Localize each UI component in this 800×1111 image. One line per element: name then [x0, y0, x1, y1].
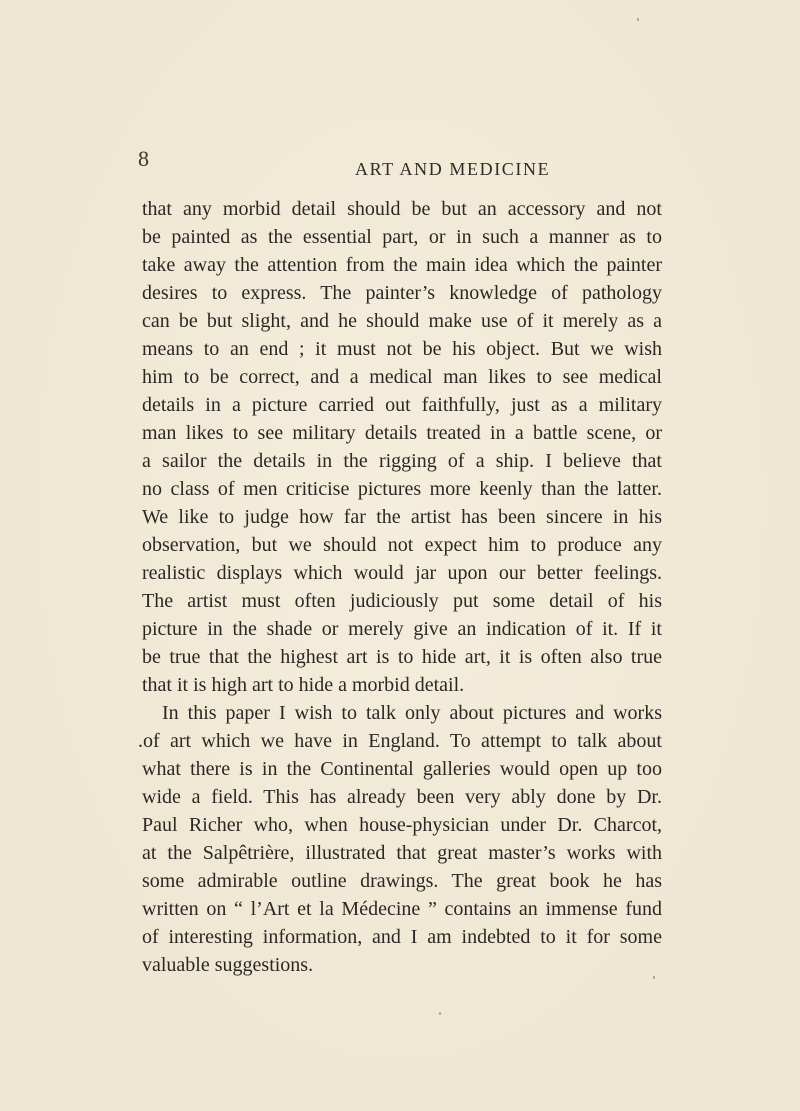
running-title: ART AND MEDICINE — [355, 159, 551, 179]
paper-speck — [653, 976, 655, 979]
paper-speck — [439, 1012, 441, 1015]
text-line: Paul Richer who, when house-physician under Dr. Charcot, — [142, 814, 662, 836]
text-line: a sailor the details in the rigging of a ship. I believe that — [142, 450, 662, 472]
text-line: what there is in the Continental galleries would open up too — [142, 758, 662, 780]
text-line: take away the attention from the main idea which the painter — [142, 254, 662, 276]
text-line: be painted as the essential part, or in such a manner as to — [142, 226, 662, 248]
text-line: that any morbid detail should be but an accessory and not — [142, 198, 662, 220]
text-line: desires to express. The painter’s knowledge of pathology — [142, 282, 662, 304]
paragraph-end-line: that it is high art to hide a morbid detail. — [142, 674, 465, 696]
text-line: picture in the shade or merely give an indication of it. If it — [142, 618, 662, 640]
text-line: The artist must often judiciously put some detail of his — [142, 590, 662, 612]
text-line: be true that the highest art is to hide art, it is often also true — [142, 646, 662, 668]
paragraph-start-line: In this paper I wish to talk only about pictures and works — [162, 702, 662, 724]
text-line: wide a field. This has already been very ably done by Dr. — [142, 786, 662, 808]
text-line: means to an end ; it must not be his object. But we wish — [142, 338, 662, 360]
text-line: .of art which we have in England. To attempt to talk about — [138, 730, 662, 752]
text-line: no class of men criticise pictures more keenly than the latter. — [142, 478, 662, 500]
text-line: realistic displays which would jar upon our better feelings. — [142, 562, 662, 584]
paper-speck — [637, 18, 639, 21]
text-line: can be but slight, and he should make use of it merely as a — [142, 310, 662, 332]
text-line: observation, but we should not expect him to produce any — [142, 534, 662, 556]
page-number: 8 — [138, 146, 149, 171]
text-line: of interesting information, and I am indebted to it for some — [142, 926, 662, 948]
text-line: details in a picture carried out faithfully, just as a military — [142, 394, 662, 416]
text-line: some admirable outline drawings. The great book he has — [142, 870, 662, 892]
text-line: We like to judge how far the artist has been sincere in his — [142, 506, 662, 528]
paragraph-end-line: valuable suggestions. — [142, 954, 314, 976]
text-line: at the Salpêtrière, illustrated that great master’s works with — [142, 842, 662, 864]
body-text — [138, 195, 662, 979]
text-line: him to be correct, and a medical man likes to see medical — [142, 366, 662, 388]
text-line: man likes to see military details treated in a battle scene, or — [142, 422, 662, 444]
text-line: written on “ l’Art et la Médecine ” contains an immense fund — [142, 898, 662, 920]
